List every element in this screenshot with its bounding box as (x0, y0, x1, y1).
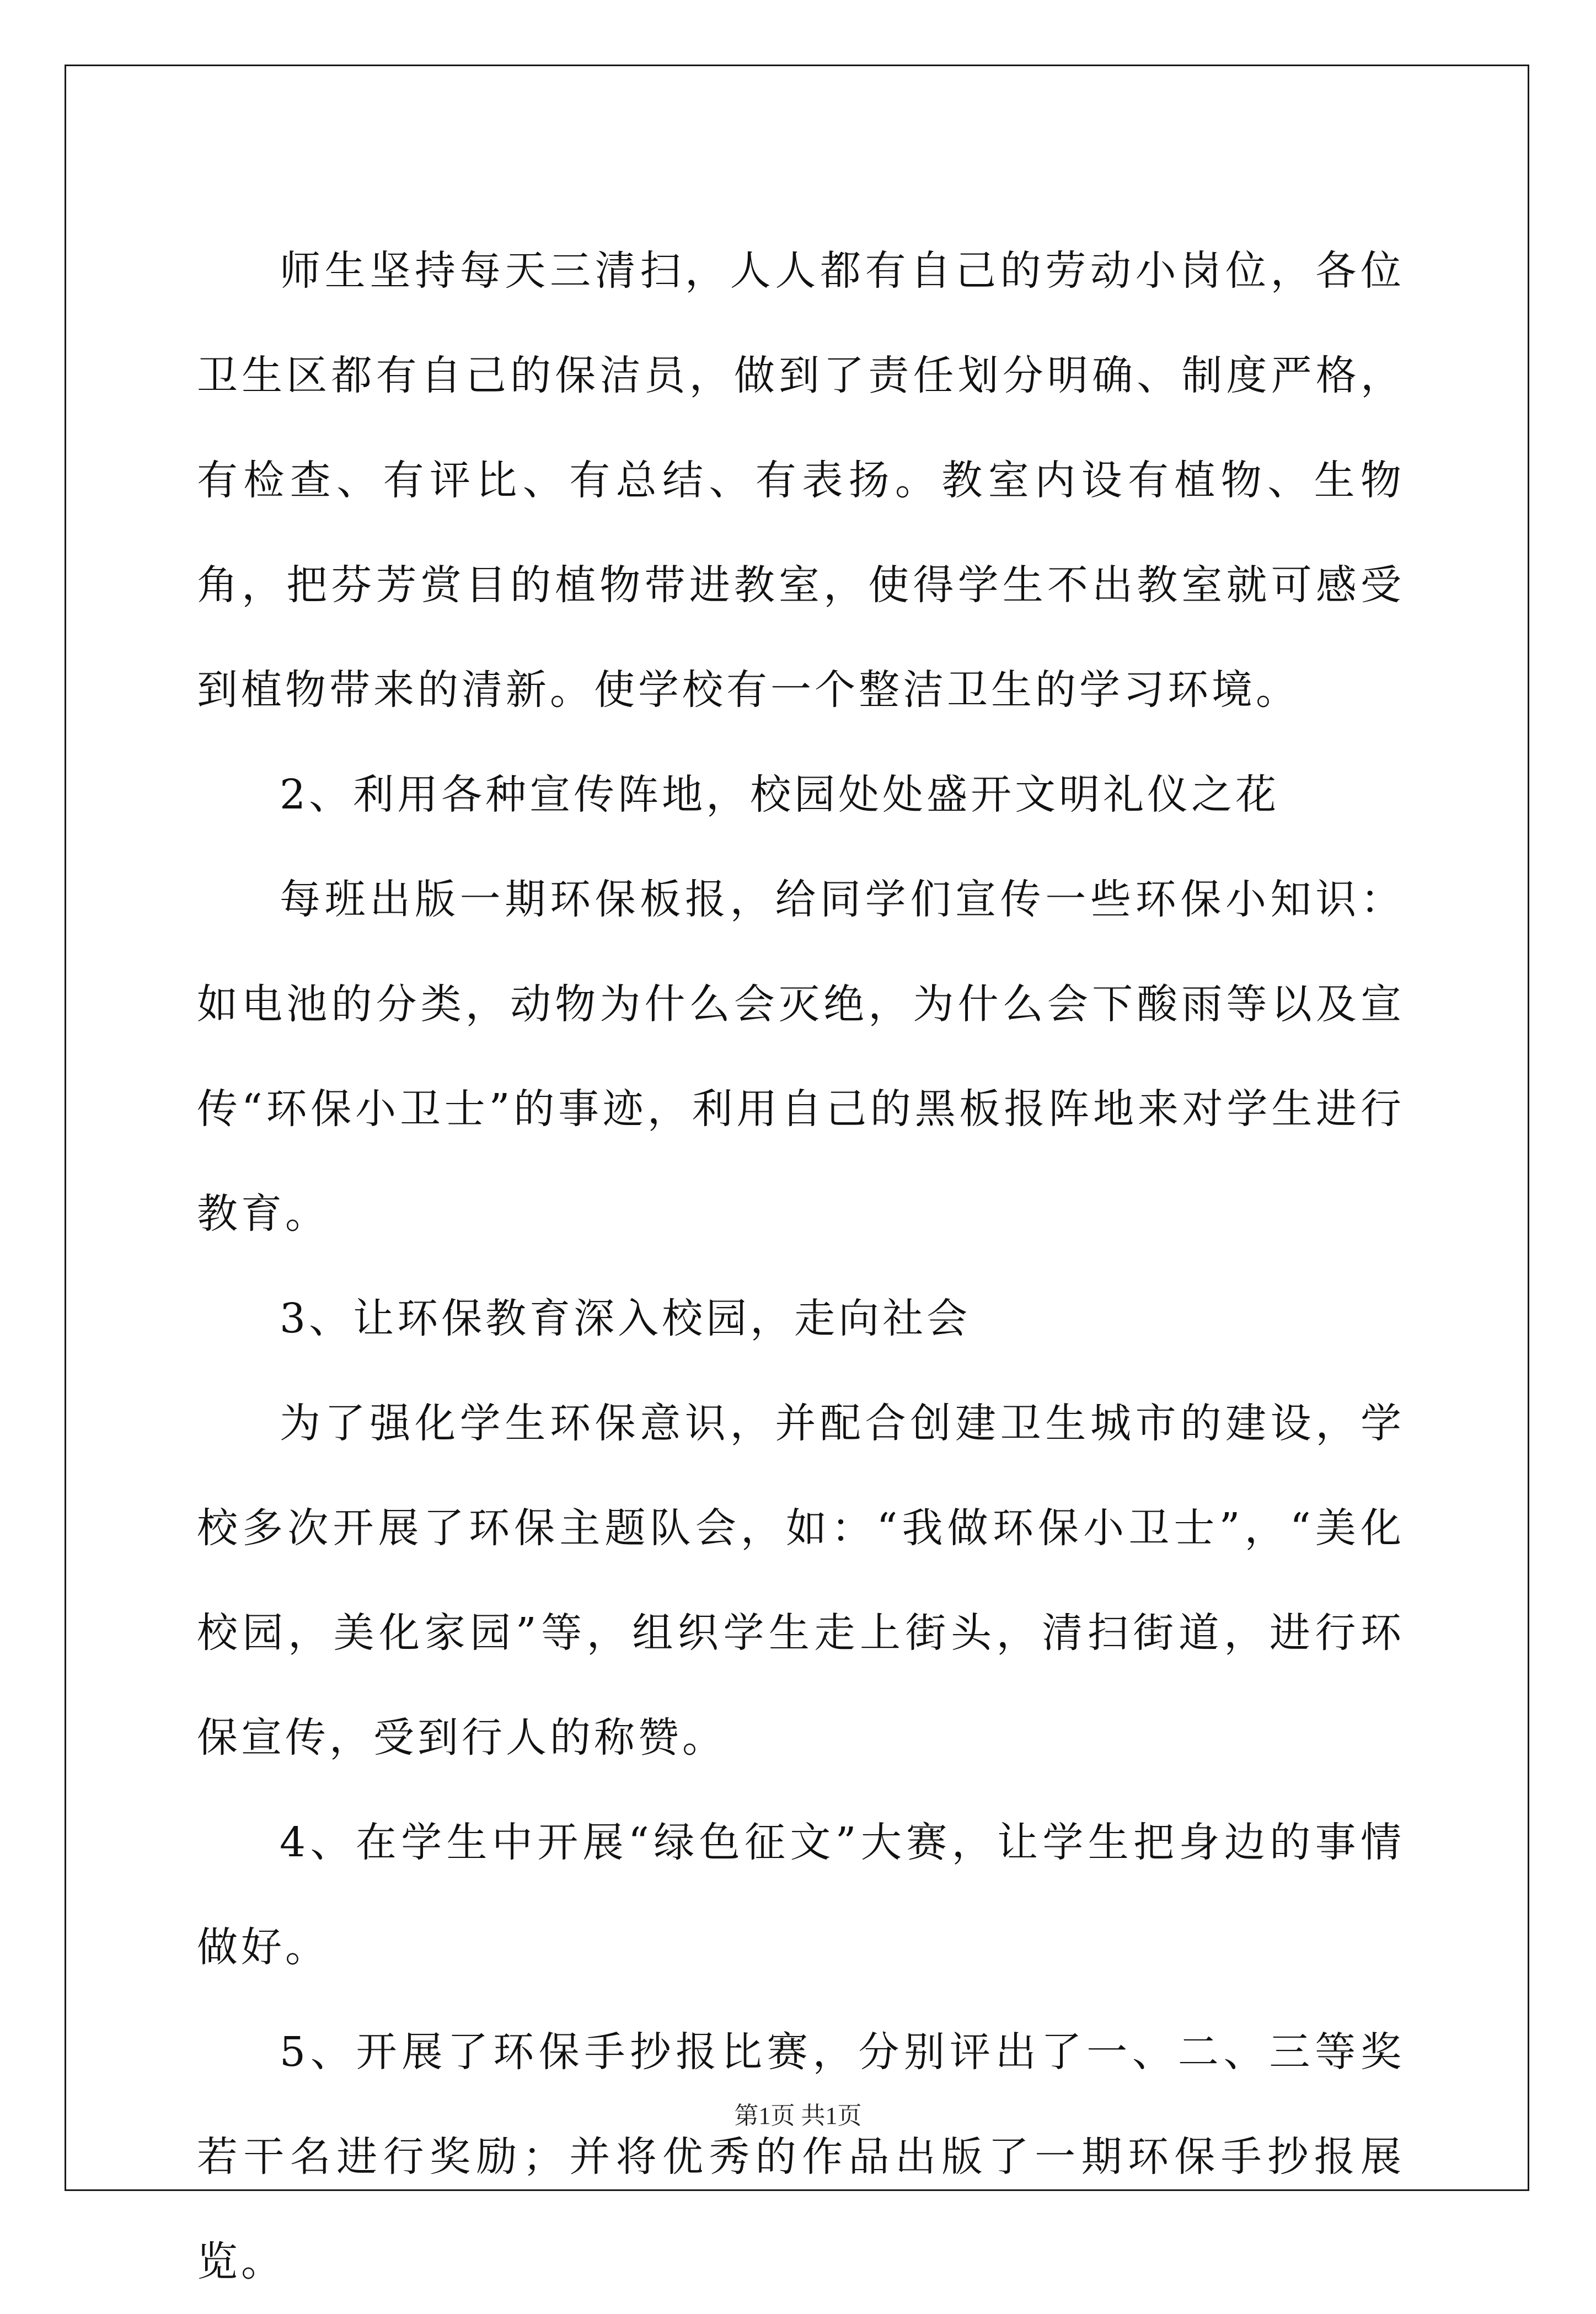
paragraph-5: 为了强化学生环保意识，并配合创建卫生城市的建设，学校多次开展了环保主题队会，如：“我做环保小卫士”，“美化校园，美化家园”等，组织学生走上街头，清扫街道，进行环保宣传，受到行人的称赞。 (197, 1400, 1405, 1761)
paragraph-1: 师生坚持每天三清扫，人人都有自己的劳动小岗位，各位卫生区都有自己的保洁员，做到了责任划分明确、制度严格，有检查、有评比、有总结、有表扬。教室内设有植物、生物角，把芬芳赏目的植物带进教室，使得学生不出教室就可感受到植物带来的清新。使学校有一个整洁卫生的学习环境。 (197, 247, 1405, 714)
paragraph-4-heading: 3、让环保教育深入校园，走向社会 (280, 1295, 971, 1342)
paragraph-6: 4、在学生中开展“绿色征文”大赛，让学生把身边的事情做好。 (197, 1819, 1405, 1971)
page-footer: 第1页 共1页 (734, 2102, 862, 2129)
paragraph-7: 5、开展了环保手抄报比赛，分别评出了一、二、三等奖若干名进行奖励；并将优秀的作品出版了一期环保手抄报展览。 (197, 2028, 1405, 2285)
paragraph-2-heading: 2、利用各种宣传阵地，校园处处盛开文明礼仪之花 (280, 771, 1280, 818)
paragraph-3: 每班出版一期环保板报，给同学们宣传一些环保小知识：如电池的分类，动物为什么会灭绝，为什么会下酸雨等以及宣传“环保小卫士”的事迹，利用自己的黑板报阵地来对学生进行教育。 (197, 876, 1405, 1238)
document-body (197, 218, 1405, 2314)
